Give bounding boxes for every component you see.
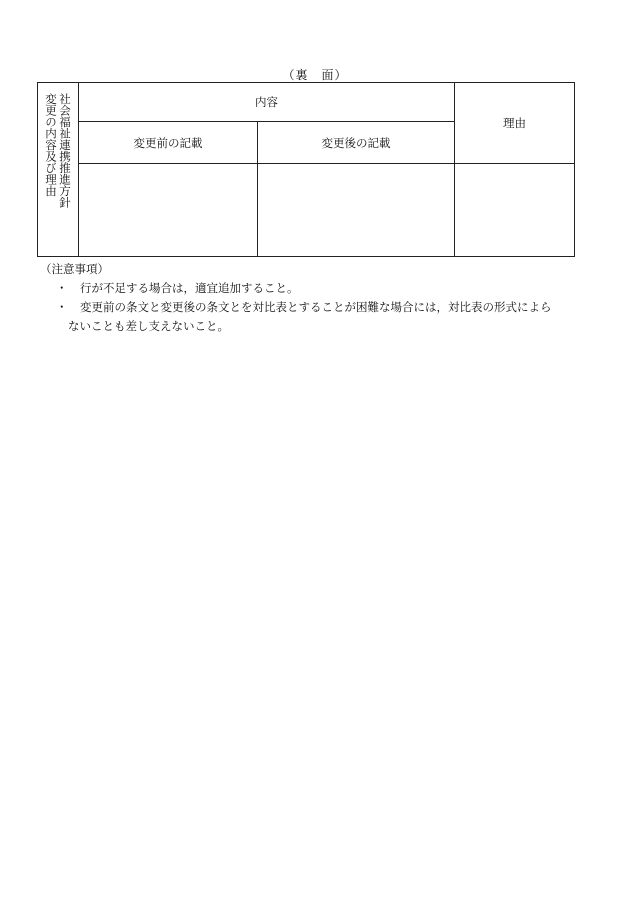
side-header-text: 社会福祉連携推進方針 変更の内容及び理由 xyxy=(44,93,72,208)
content-header: 内容 xyxy=(79,83,455,122)
before-header: 変更前の記載 xyxy=(79,122,258,164)
notes-section xyxy=(40,260,604,336)
reason-header: 理由 xyxy=(455,83,575,164)
note-continuation: ないことも差し支えないこと。 xyxy=(68,319,229,333)
page-side-label: （裏 面） xyxy=(282,68,348,82)
bullet-mark: ・ xyxy=(56,300,68,314)
before-entry-cell[interactable] xyxy=(79,164,258,257)
bullet-mark: ・ xyxy=(56,281,68,295)
note-item xyxy=(44,298,604,317)
side-header-cell xyxy=(38,83,79,257)
notes-title: （注意事項） xyxy=(40,262,109,276)
note-item xyxy=(44,279,604,298)
change-form-table xyxy=(37,82,575,257)
note-text: 行が不足する場合は，適宜追加すること。 xyxy=(80,281,299,295)
after-entry-cell[interactable] xyxy=(258,164,455,257)
reason-entry-cell[interactable] xyxy=(455,164,575,257)
note-text: 変更前の条文と変更後の条文とを対比表とすることが困難な場合には，対比表の形式によら xyxy=(80,300,552,314)
after-header: 変更後の記載 xyxy=(258,122,455,164)
